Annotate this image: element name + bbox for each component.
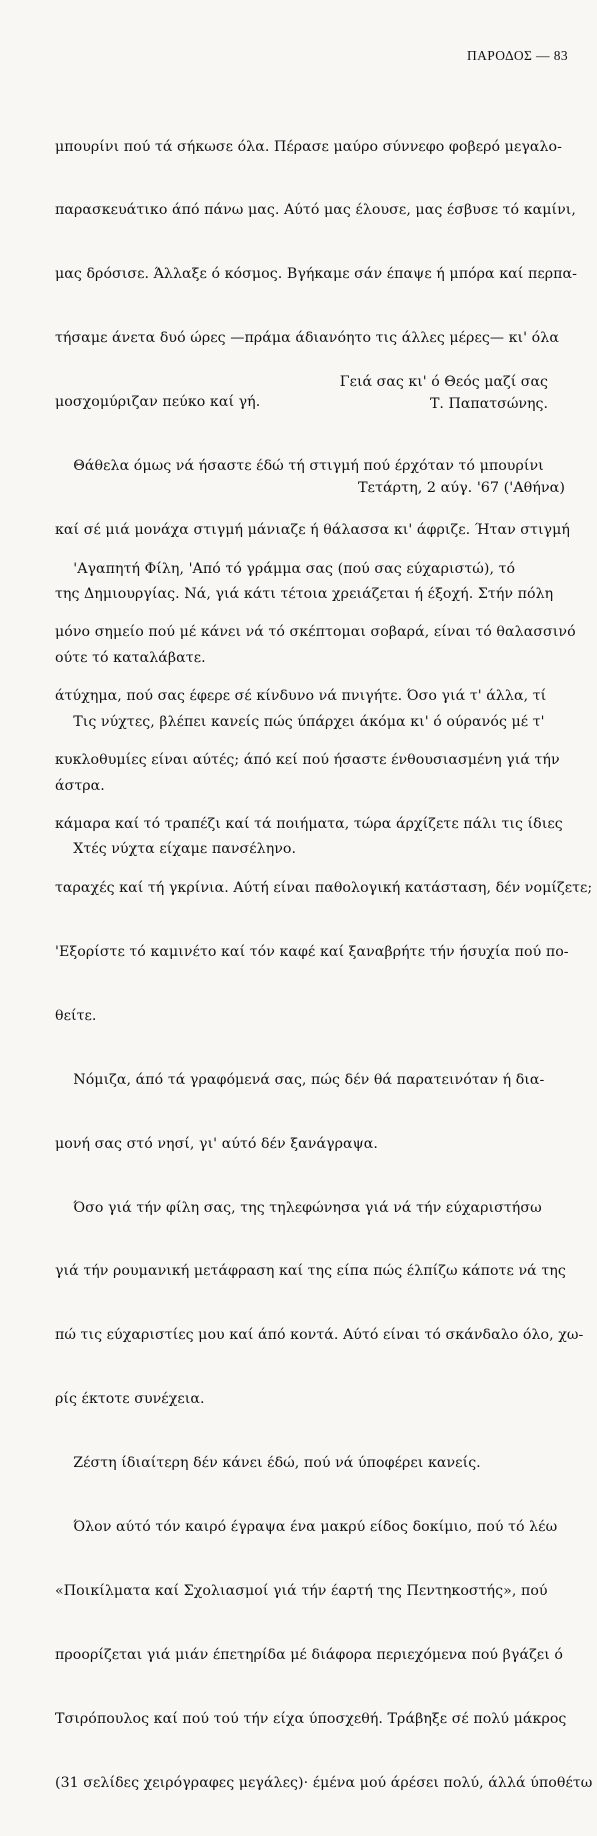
text-line: Ζέστη ίδιαίτερη δέν κάνει έδώ, πού νά ύποφέρει κανείς. — [55, 1455, 481, 1472]
letter-2-body — [55, 516, 593, 1836]
text-line: πώ τις εύχαριστίες μου καί άπό κοντά. Αύτό είναι τό σκάνδαλο όλο, χω- — [55, 1327, 584, 1344]
text-line: άστρα. — [55, 777, 105, 794]
letter-date: Τετάρτη, 2 αύγ. '67 ('Αθήνα) — [357, 480, 565, 496]
text-line: προορίζεται γιά μιάν έπετηρίδα μέ διάφορα περιεχόμενα πού βγάζει ό — [55, 1646, 563, 1663]
letter-signature: Τ. Παπατσώνης. — [429, 396, 548, 412]
text-line: άτύχημα, πού σας έφερε σέ κίνδυνο νά πνιγήτε. Όσο γιά τ' άλλα, τί — [55, 688, 547, 705]
running-head: ΠΑΡΟΔΟΣ — 83 — [466, 48, 568, 63]
text-line: (31 σελίδες χειρόγραφες μεγάλες)· έμένα μού άρέσει πολύ, άλλά ύποθέτω — [55, 1774, 593, 1791]
text-line: 'Αγαπητή Φίλη, 'Από τό γράμμα σας (πού σας εύχαριστώ), τό — [55, 560, 516, 577]
text-line: κυκλοθυμίες είναι αύτές; άπό κεί πού ήσαστε ένθουσιασμένη γιά τήν — [55, 752, 560, 769]
text-line: μοσχομύριζαν πεύκο καί γή. — [55, 394, 261, 411]
text-line: θείτε. — [55, 1007, 97, 1024]
text-line: Νόμιζα, άπό τά γραφόμενά σας, πώς δέν θά παρατεινόταν ή δια- — [55, 1071, 545, 1088]
text-line: ταραχές καί τή γκρίνια. Αύτή είναι παθολογική κατάσταση, δέν νομίζετε; — [55, 880, 593, 897]
text-line: μόνο σημείο πού μέ κάνει νά τό σκέπτομαι σοβαρά, είναι τό θαλασσινό — [55, 624, 576, 641]
text-line: 'Εξορίστε τό καμινέτο καί τόν καφέ καί ξαναβρήτε τήν ήσυχία πού πο- — [55, 943, 569, 960]
text-line: της Δημιουργίας. Νά, γιά κάτι τέτοια χρειάζεται ή έξοχή. Στήν πόλη — [55, 585, 554, 602]
text-line: Όλον αύτό τόν καιρό έγραψα ένα μακρύ είδος δοκίμιο, πού τό λέω — [55, 1518, 558, 1535]
text-line: μονή σας στό νησί, γι' αύτό δέν ξανάγραψα. — [55, 1135, 378, 1152]
text-line: «Ποικίλματα καί Σχολιασμοί γιά τήν έαρτή της Πεντηκοστής», πού — [55, 1582, 548, 1599]
text-line: παρασκευάτικο άπό πάνω μας. Αύτό μας έλουσε, μας έσβυσε τό καμίνι, — [55, 202, 576, 219]
text-line: ούτε τό καταλάβατε. — [55, 649, 206, 666]
text-line: τήσαμε άνετα δυό ώρες —πράμα άδιανόητο τις άλλες μέρες— κι' όλα — [55, 330, 559, 347]
text-line: Θάθελα όμως νά ήσαστε έδώ τή στιγμή πού έρχόταν τό μπουρίνι — [55, 458, 544, 475]
letter-closing: Γειά σας κι' ό Θεός μαζί σας — [339, 374, 548, 390]
text-line: Όσο γιά τήν φίλη σας, της τηλεφώνησα γιά νά τήν εύχαριστήσω — [55, 1199, 542, 1216]
text-line: Τις νύχτες, βλέπει κανείς πώς ύπάρχει άκόμα κι' ό ούρανός μέ τ' — [55, 713, 545, 730]
text-line: μπουρίνι πού τά σήκωσε όλα. Πέρασε μαύρο σύννεφο φοβερό μεγαλο- — [55, 138, 562, 155]
text-line: Τσιρόπουλος καί πού τού τήν είχα ύποσχεθή. Τράβηξε σέ πολύ μάκρος — [55, 1710, 567, 1727]
text-line: μας δρόσισε. Άλλαξε ό κόσμος. Βγήκαμε σάν έπαψε ή μπόρα καί περπα- — [55, 266, 577, 283]
text-line: ρίς έκτοτε συνέχεια. — [55, 1391, 205, 1408]
text-line: γιά τήν ρουμανική μετάφραση καί της είπα πώς έλπίζω κάποτε νά της — [55, 1263, 566, 1280]
text-line: Χτές νύχτα είχαμε πανσέληνο. — [55, 841, 297, 858]
text-line: κάμαρα καί τό τραπέζι καί τά ποιήματα, τώρα άρχίζετε πάλι τις ίδιες — [55, 816, 563, 833]
text-line: καί σέ μιά μονάχα στιγμή μάνιαζε ή θάλασσα κι' άφριζε. Ήταν στιγμή — [55, 521, 570, 538]
